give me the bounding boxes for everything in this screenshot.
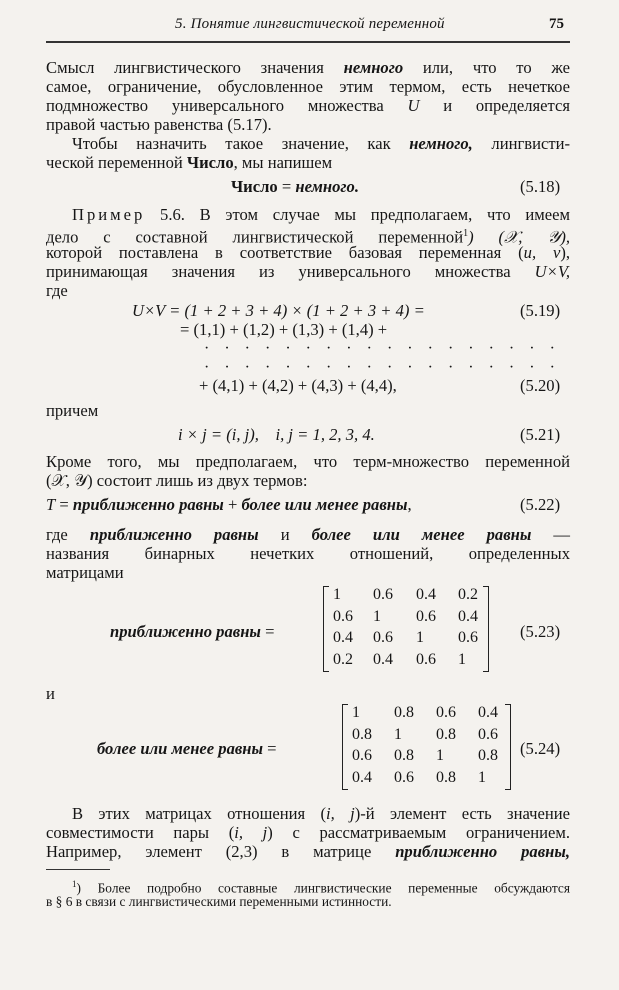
matrix-cell: 0.6: [352, 747, 372, 764]
matrix-cell: 0.4: [373, 650, 393, 668]
paragraph-line: Кроме того, мы предполагаем, что терм-множество переменной: [46, 452, 570, 471]
matrix-cell: 1: [416, 629, 424, 646]
running-header: 5. Понятие лингвистической переменной: [175, 16, 445, 32]
equation-number: (5.23): [520, 622, 561, 641]
footnote-line: $^1$) Более подробно составные лингвистические переменные обсуждаются: [72, 879, 570, 896]
equation-5-22: T = приближенно равны + более или менее равны,: [46, 495, 412, 514]
matrix-bracket-left: [342, 704, 348, 790]
page-number: 75: [549, 16, 564, 32]
paragraph-line: и: [46, 684, 55, 703]
paragraph-line: матрицами: [46, 563, 124, 582]
paragraph-line: правой частью равенства (5.17).: [46, 115, 272, 134]
matrix-cell: 0.8: [394, 747, 414, 764]
paragraph-line: самое, ограничение, обусловленное этим термом, есть нечеткое: [46, 77, 570, 96]
matrix-cell: 1: [436, 747, 444, 764]
matrix-cell: 0.4: [333, 629, 353, 646]
equation-number: (5.19): [520, 301, 561, 320]
equation-5-18: Число = немного.: [231, 177, 359, 196]
matrix-cell: 0.6: [436, 704, 456, 721]
matrix-cell: 0.8: [478, 747, 498, 764]
matrix-cell: 0.8: [352, 725, 372, 743]
paragraph-line: принимающая значения из универсального множества U×V,: [46, 262, 570, 281]
equation-5-20-line: + (4,1) + (4,2) + (4,3) + (4,4),: [199, 376, 397, 395]
matrix-cell: 1: [478, 768, 486, 786]
matrix-5-23: [333, 584, 488, 670]
paragraph-line: подмножество универсального множества U и определяется: [46, 96, 570, 115]
equation-number: (5.18): [520, 177, 561, 196]
paragraph-line: где приближенно равны и более или менее равны —: [46, 525, 570, 544]
matrix-cell: 0.2: [333, 650, 353, 668]
matrix-cell: 1: [458, 650, 466, 668]
footnote-line: в § 6 в связи с лингвистическими переменными истинности.: [46, 894, 392, 909]
matrix-cell: 0.4: [478, 704, 498, 721]
matrix-cell: 1: [394, 725, 402, 743]
header-rule: [46, 41, 570, 43]
paragraph-line: В этих матрицах отношения (i, j)-й элемент есть значение: [72, 804, 570, 823]
matrix-cell: 0.4: [416, 586, 436, 603]
matrix-cell: 0.6: [394, 768, 414, 786]
matrix-cell: 0.2: [458, 586, 478, 603]
matrix-cell: 1: [352, 704, 360, 721]
matrix-cell: 0.8: [394, 704, 414, 721]
equation-5-21: i × j = (i, j), i, j = 1, 2, 3, 4.: [178, 425, 375, 444]
matrix-label: более или менее равны =: [97, 739, 277, 758]
matrix-cell: 0.8: [436, 725, 456, 743]
paragraph-line: где: [46, 281, 68, 300]
equation-number: (5.20): [520, 376, 561, 395]
matrix-5-24: [352, 702, 508, 788]
equation-number: (5.24): [520, 739, 561, 758]
matrix-label: приближенно равны =: [110, 622, 275, 641]
matrix-cell: 0.6: [416, 650, 436, 668]
matrix-cell: 0.8: [436, 768, 456, 786]
equation-number: (5.21): [520, 425, 561, 444]
paragraph-line: Например, элемент (2,3) в матрице приближенно равны,: [46, 842, 570, 861]
equation-5-19-line: U×V = (1 + 2 + 3 + 4) × (1 + 2 + 3 + 4) =: [132, 301, 425, 320]
paragraph-line: которой поставлена в соответствие базовая переменная (u, v),: [46, 243, 570, 262]
matrix-cell: 0.4: [458, 607, 478, 625]
paragraph-line: дело с составной лингвистической переменной$^1$) (𝒳, 𝒴),: [46, 227, 571, 247]
footnote-rule: [46, 869, 110, 870]
matrix-cell: 0.6: [373, 586, 393, 603]
matrix-cell: 0.6: [333, 607, 353, 625]
paragraph-line: названия бинарных нечетких отношений, определенных: [46, 544, 570, 563]
matrix-cell: 0.6: [416, 607, 436, 625]
equation-5-19-line: = (1,1) + (1,2) + (1,3) + (1,4) +: [180, 320, 388, 339]
matrix-cell: 0.6: [373, 629, 393, 646]
matrix-cell: 1: [333, 586, 341, 603]
matrix-cell: 0.4: [352, 768, 372, 786]
paragraph-line: Пример 5.6. В этом случае мы предполагаем, что имеем: [72, 205, 570, 224]
paragraph-line: совместимости пары (i, j) с рассматриваемым ограничением.: [46, 823, 570, 842]
equation-number: (5.22): [520, 495, 561, 514]
paragraph-line: причем: [46, 401, 99, 420]
matrix-cell: 0.6: [478, 725, 498, 743]
matrix-cell: 0.6: [458, 629, 478, 646]
equation-dots: · · · · · · · · · · · · · · · · · ·: [204, 340, 561, 357]
paragraph-line: ческой переменной Число, мы напишем: [46, 153, 333, 172]
paragraph-line: (𝒳, 𝒴) состоит лишь из двух термов:: [46, 471, 308, 490]
paragraph-line: Чтобы назначить такое значение, как немного, лингвисти-: [72, 134, 570, 153]
equation-dots: · · · · · · · · · · · · · · · · · ·: [204, 359, 561, 376]
matrix-bracket-left: [323, 586, 329, 672]
matrix-cell: 1: [373, 607, 381, 625]
paragraph-line: Смысл лингвистического значения немного или, что то же: [46, 58, 570, 77]
